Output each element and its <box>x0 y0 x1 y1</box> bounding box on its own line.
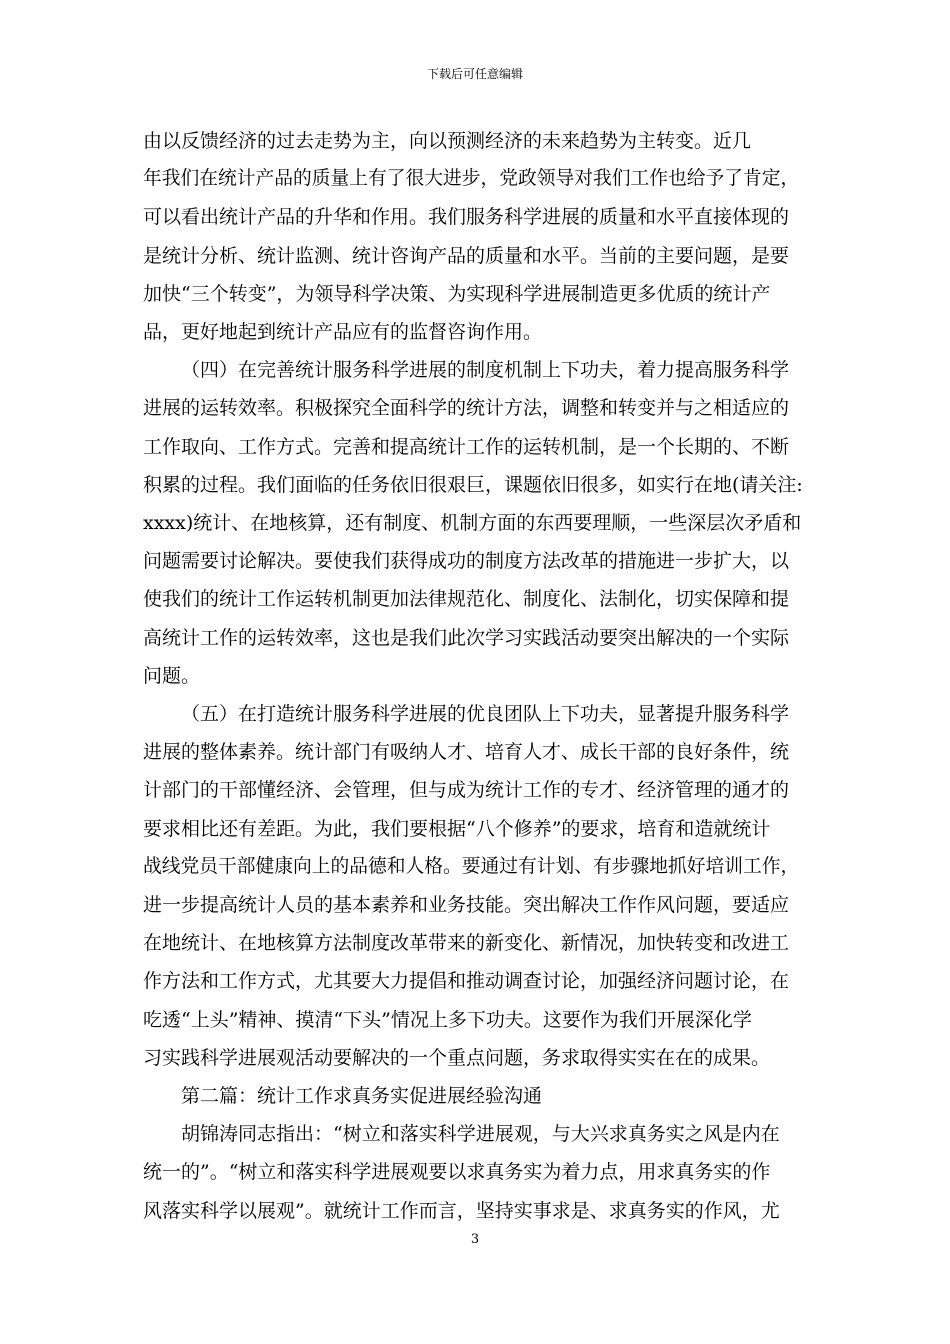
text-line: 进一步提高统计人员的基本素养和业务技能。突出解决工作作风问题，要适应 <box>143 894 790 917</box>
text-line: 由以反馈经济的过去走势为主，向以预测经济的未来趋势为主转变。近几 <box>143 130 752 152</box>
text-line: 使我们的统计工作运转机制更加法律规范化、制度化、法制化，切实保障和提 <box>143 588 790 611</box>
text-line: 战线党员干部健康向上的品德和人格。要通过有计划、有步骤地抓好培训工作， <box>143 855 800 877</box>
text-line: 作方法和工作方式，尤其要大力提倡和推动调查讨论，加强经济问题讨论，在 <box>143 970 790 993</box>
section-title: 第二篇：统计工作求真务实促进展经验沟通 <box>181 1085 543 1108</box>
text-line: 工作取向、工作方式。完善和提高统计工作的运转机制，是一个长期的、不断 <box>143 435 790 458</box>
text-line: 积累的过程。我们面临的任务依旧很艰巨，课题依旧很多，如实行在地(请关注: <box>143 473 803 496</box>
text-line: 要求相比还有差距。为此，我们要根据“八个修养”的要求，培育和造就统计 <box>143 817 771 840</box>
page-header: 下载后可任意编辑 <box>426 67 523 81</box>
document-body <box>143 122 807 1230</box>
text-line: xxxx)统计、在地核算，还有制度、机制方面的东西要理顺，一些深层次矛盾和 <box>143 512 802 535</box>
paragraph-section-five <box>143 695 807 1077</box>
text-line: 问题。 <box>143 664 201 687</box>
paragraph-quote <box>143 1115 807 1230</box>
text-line: 进展的整体素养。统计部门有吸纳人才、培育人才、成长干部的良好条件，统 <box>143 741 790 764</box>
text-line: 高统计工作的运转效率，这也是我们此次学习实践活动要突出解决的一个实际 <box>143 626 790 649</box>
page-number: 3 <box>470 1232 480 1247</box>
text-line: （五）在打造统计服务科学进展的优良团队上下功夫，显著提升服务科学 <box>181 703 790 726</box>
text-line: 统一的”。“树立和落实科学进展观要以求真务实为着力点，用求真务实的作 <box>143 1161 771 1184</box>
text-line: 胡锦涛同志指出：“树立和落实科学进展观，与大兴求真务实之风是内在 <box>181 1123 780 1146</box>
text-line: 品，更好地起到统计产品应有的监督咨询作用。 <box>143 321 543 344</box>
text-line: 在地统计、在地核算方法制度改革带来的新变化、新情况，加快转变和改进工 <box>143 932 790 955</box>
text-line: 计部门的干部懂经济、会管理，但与成为统计工作的专才、经济管理的通才的 <box>143 779 790 802</box>
text-line: 风落实科学以展观”。就统计工作而言，坚持实事求是、求真务实的作风，尤 <box>143 1199 780 1222</box>
text-line: 是统计分析、统计监测、统计咨询产品的质量和水平。当前的主要问题，是要 <box>143 244 790 267</box>
text-line: 进展的运转效率。积极探究全面科学的统计方法，调整和转变并与之相适应的 <box>143 397 790 420</box>
paragraph-section-four <box>143 351 807 695</box>
text-line: 问题需要讨论解决。要使我们获得成功的制度方法改革的措施进一步扩大，以 <box>143 550 790 573</box>
text-line: 可以看出统计产品的升华和作用。我们服务科学进展的质量和水平直接体现的 <box>143 206 790 229</box>
text-line: 习实践科学进展观活动要解决的一个重点问题，务求取得实实在在的成果。 <box>143 1046 771 1069</box>
text-line: 加快“三个转变”，为领导科学决策、为实现科学进展制造更多优质的统计产 <box>143 282 771 305</box>
text-line: 吃透“上头”精神、摸清“下头”情况上多下功夫。这要作为我们开展深化学 <box>143 1008 752 1031</box>
text-line: 年我们在统计产品的质量上有了很大进步，党政领导对我们工作也给予了肯定， <box>143 168 800 190</box>
text-line: （四）在完善统计服务科学进展的制度机制上下功夫，着力提高服务科学 <box>181 359 790 382</box>
paragraph-continuation <box>143 122 807 351</box>
